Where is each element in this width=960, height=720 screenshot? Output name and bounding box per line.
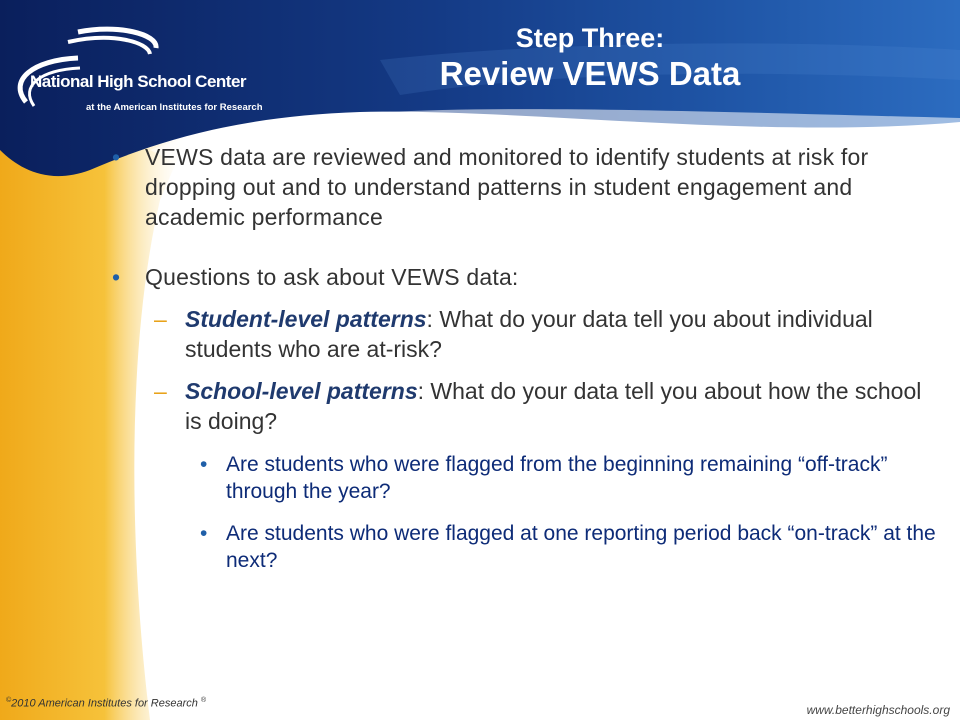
bullet-text: Questions to ask about VEWS data: xyxy=(145,264,519,290)
bullet-marker: • xyxy=(112,144,121,170)
sub-bullet-marker: – xyxy=(154,306,167,332)
sub-sub-bullet-text: Are students who were flagged from the beginning remaining “off-track” through the year? xyxy=(226,453,888,503)
sub-sub-bullet-item xyxy=(100,451,940,505)
bullet-text: VEWS data are reviewed and monitored to identify students at risk for dropping out and to understand patterns in student engagement and academic performance xyxy=(145,144,869,230)
slide-body xyxy=(100,142,950,574)
sub-bullet-marker: – xyxy=(154,378,167,404)
logo-name: National High School Center xyxy=(30,72,247,91)
sub-sub-bullet-marker: • xyxy=(200,522,208,545)
copyright-text: 2010 American Institutes for Research xyxy=(11,697,198,710)
sub-bullet-emphasis: Student-level patterns xyxy=(185,306,427,332)
logo xyxy=(8,20,268,120)
sub-bullet-item xyxy=(100,376,935,436)
bullet-item xyxy=(100,262,950,292)
title-line-1: Step Three: xyxy=(515,23,665,53)
sub-bullet-text: : What do your data tell you about individual students who are at-risk? xyxy=(185,306,873,362)
sub-sub-bullet-marker: • xyxy=(200,453,208,476)
sub-bullet-text: : What do your data tell you about how the school is doing? xyxy=(185,378,922,434)
slide-title xyxy=(400,22,780,94)
logo-subtitle: at the American Institutes for Research xyxy=(86,102,263,113)
bullet-marker: • xyxy=(112,264,121,290)
title-line-2: Review VEWS Data xyxy=(439,55,741,92)
registered-mark: ® xyxy=(200,697,207,704)
footer-url: www.betterhighschools.org xyxy=(806,703,950,717)
copyright-mark: © xyxy=(6,697,12,704)
sub-bullet-item xyxy=(100,304,935,364)
copyright xyxy=(6,697,206,710)
sub-bullet-emphasis: School-level patterns xyxy=(185,378,418,404)
bullet-item xyxy=(100,142,935,232)
sub-sub-bullet-text: Are students who were flagged at one reporting period back “on-track” at the next? xyxy=(226,522,936,572)
sub-sub-bullet-item xyxy=(100,520,940,574)
